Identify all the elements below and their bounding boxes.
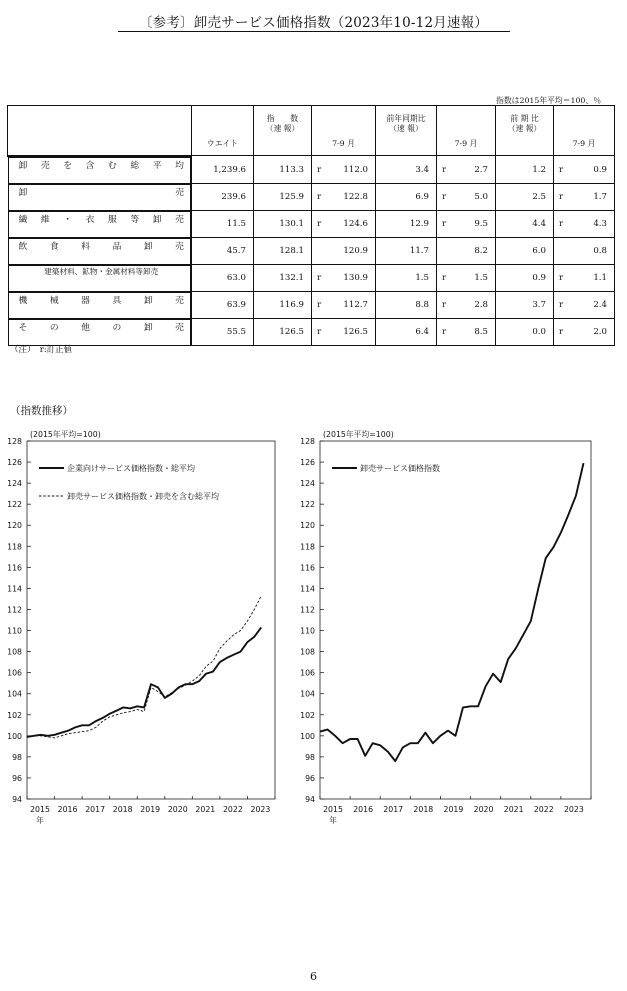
header-qoq [496, 106, 554, 156]
cell-index: 128.1 [254, 238, 312, 265]
cell-qoq_prev [554, 211, 615, 238]
cell-value: 0.9 [593, 164, 607, 175]
header-blank [8, 106, 192, 156]
title-underline [118, 31, 510, 32]
cell-value: 120.9 [343, 246, 368, 256]
row-label [8, 157, 192, 184]
y-tick-label: 126 [300, 458, 315, 468]
y-tick-label: 118 [300, 542, 315, 552]
cell-value: 2.8 [474, 300, 488, 310]
row-label-text: 建築材料、鉱物・金属材料等卸売 [44, 266, 159, 276]
y-tick-label: 126 [7, 458, 22, 468]
label-char: 維 [40, 214, 50, 225]
revision-flag: r [317, 300, 322, 310]
cell-qoq: 6.0 [496, 238, 554, 265]
x-tick-label: 2021 [503, 805, 524, 814]
label-char: む [108, 160, 117, 171]
label-char: 売 [175, 214, 184, 225]
x-tick-label: 2017 [383, 805, 404, 814]
cell-value: 5.0 [474, 192, 488, 202]
revision-flag: r [559, 192, 564, 202]
revision-flag: r [317, 219, 322, 229]
cell-weight: 239.6 [192, 184, 254, 211]
label-char: 卸 [143, 322, 153, 333]
cell-yoy: 3.4 [376, 156, 437, 184]
x-tick-label: 2015 [30, 805, 50, 814]
y-tick-label: 108 [7, 647, 22, 657]
cell-weight: 63.9 [192, 292, 254, 319]
cell-yoy: 6.4 [376, 319, 437, 346]
cell-yoy_prev [437, 292, 496, 319]
y-tick-label: 114 [7, 584, 22, 594]
label-char: 卸 [143, 241, 153, 252]
cell-index_prev [312, 292, 376, 319]
cell-value: 8.2 [474, 246, 488, 256]
cell-yoy: 6.9 [376, 184, 437, 211]
cell-qoq_prev [554, 156, 615, 184]
cell-weight: 11.5 [192, 211, 254, 238]
cell-value: 9.5 [474, 219, 488, 229]
x-tick-label: 2016 [353, 805, 374, 814]
x-tick-label: 2023 [250, 805, 271, 814]
cell-value: 1.5 [474, 273, 488, 283]
label-char: 売 [175, 322, 184, 333]
cell-value: 8.5 [474, 327, 488, 337]
y-tick-label: 94 [305, 795, 315, 804]
revision-flag: r [317, 164, 322, 175]
row-label [8, 211, 192, 238]
cell-weight: 1,239.6 [192, 156, 254, 184]
y-tick-label: 100 [7, 731, 22, 741]
label-char: 卸 [143, 295, 153, 306]
legend-label-1: 企業向けサービス価格指数・総平均 [67, 464, 195, 473]
y-tick-label: 114 [300, 584, 315, 594]
header-index-line2: （速 報） [265, 123, 300, 133]
cell-yoy: 1.5 [376, 265, 437, 292]
y-tick-label: 94 [12, 795, 22, 804]
y-tick-label: 98 [12, 752, 22, 762]
cell-value: 4.3 [593, 219, 607, 229]
y-tick-label: 100 [300, 731, 315, 741]
y-tick-label: 128 [7, 437, 22, 446]
cell-qoq: 3.7 [496, 292, 554, 319]
x-tick-label: 2022 [222, 805, 243, 814]
row-label [8, 238, 192, 265]
label-char: 均 [175, 160, 184, 171]
cell-value: 1.7 [593, 192, 607, 202]
cell-qoq_prev [554, 265, 615, 292]
table-row [8, 319, 615, 346]
series-line-2 [27, 596, 261, 738]
y-tick-label: 128 [300, 437, 315, 446]
header-index-line1: 指 数 [266, 114, 299, 123]
label-char: 売 [175, 187, 184, 198]
revision-flag: r [559, 327, 564, 337]
label-char: 卸 [18, 160, 28, 171]
label-char: 平 [152, 160, 162, 171]
cell-weight: 63.0 [192, 265, 254, 292]
table-row [8, 211, 615, 238]
label-char: 服 [108, 214, 117, 225]
label-char: 械 [49, 295, 59, 306]
row-label [8, 184, 192, 211]
x-tick-label: 2021 [195, 805, 216, 814]
cell-index_prev [312, 184, 376, 211]
cell-index: 130.1 [254, 211, 312, 238]
label-char: 卸 [18, 187, 28, 198]
cell-yoy: 8.8 [376, 292, 437, 319]
cell-qoq_prev [554, 238, 615, 265]
label-char: の [112, 322, 122, 333]
cell-yoy: 12.9 [376, 211, 437, 238]
chart-wholesale-index [296, 422, 596, 832]
x-tick-label: 2020 [473, 805, 494, 814]
label-char: の [49, 322, 59, 333]
y-tick-label: 102 [300, 710, 315, 720]
legend-label-2: 卸売サービス価格指数・卸売を含む総平均 [67, 492, 219, 501]
cell-index_prev [312, 156, 376, 184]
y-tick-label: 102 [7, 710, 22, 720]
x-tick-label: 2019 [140, 805, 161, 814]
label-char: 品 [112, 241, 122, 252]
cell-qoq_prev [554, 184, 615, 211]
table-row [8, 238, 615, 265]
y-tick-label: 116 [300, 563, 315, 573]
cell-qoq_prev [554, 292, 615, 319]
revision-flag: r [317, 273, 322, 283]
cell-value: 2.7 [474, 164, 488, 175]
label-char: 売 [175, 241, 184, 252]
revision-flag: r [559, 300, 564, 310]
y-tick-label: 106 [300, 668, 315, 678]
table-header-row [8, 106, 615, 156]
y-tick-label: 104 [300, 689, 315, 699]
label-char: そ [18, 322, 28, 333]
series-line-1 [27, 627, 261, 737]
x-tick-label: 2022 [533, 805, 554, 814]
y-tick-label: 108 [300, 647, 315, 657]
revision-flag: r [442, 219, 447, 229]
label-char: ・ [63, 214, 73, 225]
cell-index_prev [312, 211, 376, 238]
label-char: 食 [49, 241, 59, 252]
cell-yoy_prev [437, 184, 496, 211]
cell-value: 1.1 [593, 273, 607, 283]
y-tick-label: 106 [7, 668, 22, 678]
table-body [8, 156, 615, 346]
revision-flag: r [559, 219, 564, 229]
row-label [8, 319, 192, 346]
cell-yoy_prev [437, 319, 496, 346]
cell-value: 2.0 [593, 327, 607, 337]
y-tick-label: 112 [300, 605, 315, 615]
cell-value: 112.7 [343, 300, 368, 310]
revision-flag: r [559, 164, 564, 175]
label-char: 機 [18, 295, 28, 306]
revision-flag: r [442, 192, 447, 202]
header-yoy-line2: （速 報） [389, 123, 423, 133]
x-tick-label: 2019 [443, 805, 464, 814]
header-weight: ウエイト [192, 106, 254, 156]
y-tick-label: 110 [300, 626, 315, 636]
y-tick-label: 104 [7, 689, 22, 699]
label-char: 具 [112, 295, 122, 306]
cell-index: 125.9 [254, 184, 312, 211]
label-char: 売 [40, 160, 50, 171]
revision-flag: r [317, 327, 322, 337]
y-tick-label: 98 [305, 752, 315, 762]
cell-qoq_prev [554, 319, 615, 346]
y-tick-label: 96 [12, 773, 22, 783]
revision-flag: r [559, 273, 564, 283]
revision-flag: r [442, 300, 447, 310]
cell-index_prev [312, 319, 376, 346]
label-char: 売 [175, 295, 184, 306]
header-index [254, 106, 312, 156]
label-char: 総 [130, 160, 140, 171]
cell-yoy_prev [437, 238, 496, 265]
x-tick-label: 2016 [57, 805, 78, 814]
cell-index: 132.1 [254, 265, 312, 292]
header-qoq-prev: 7-9 月 [554, 106, 615, 156]
trend-section-title: （指数推移） [10, 405, 73, 417]
cell-index: 113.3 [254, 156, 312, 184]
cell-value: 112.0 [343, 164, 368, 175]
cell-index_prev [312, 265, 376, 292]
header-yoy [376, 106, 437, 156]
y-tick-label: 124 [300, 479, 315, 489]
revision-flag: r [317, 192, 322, 202]
x-unit-label: 年 [329, 816, 337, 825]
series-line-1 [320, 463, 584, 761]
revision-flag: r [442, 273, 447, 283]
x-tick-label: 2015 [323, 805, 343, 814]
cell-value: 0.8 [593, 246, 607, 256]
header-index-prev: 7-9 月 [312, 106, 376, 156]
x-tick-label: 2018 [112, 805, 133, 814]
page-number: 6 [310, 970, 317, 983]
revision-flag: r [442, 327, 447, 337]
cell-yoy: 11.7 [376, 238, 437, 265]
cell-qoq: 0.0 [496, 319, 554, 346]
y-tick-label: 122 [7, 500, 22, 510]
cell-value: 122.8 [343, 192, 368, 202]
table-note: （注） r:訂正値 [10, 345, 73, 355]
x-unit-label: 年 [36, 816, 44, 825]
table-row [8, 156, 615, 184]
label-char: 飲 [18, 241, 28, 252]
label-char: 等 [130, 214, 140, 225]
label-char: 衣 [85, 214, 95, 225]
table-row [8, 265, 615, 292]
table-row [8, 292, 615, 319]
label-char: 卸 [152, 214, 162, 225]
y-tick-label: 116 [7, 563, 22, 573]
page-title: 〔参考〕卸売サービス価格指数（2023年10-12月速報） [138, 15, 489, 31]
cell-value: 130.9 [343, 273, 368, 283]
chart-overall-average [0, 422, 300, 832]
cell-index: 126.5 [254, 319, 312, 346]
cell-qoq: 0.9 [496, 265, 554, 292]
cell-yoy_prev [437, 265, 496, 292]
cell-weight: 55.5 [192, 319, 254, 346]
header-yoy-prev: 7-9 月 [437, 106, 496, 156]
x-tick-label: 2017 [85, 805, 106, 814]
row-label [8, 265, 192, 292]
wholesale-index-table [7, 105, 615, 346]
cell-yoy_prev [437, 156, 496, 184]
base-note: (2015年平均=100) [323, 430, 394, 439]
y-tick-label: 118 [7, 542, 22, 552]
header-qoq-line2: （速 報） [507, 123, 542, 133]
cell-index_prev [312, 238, 376, 265]
label-char: 含 [85, 160, 95, 171]
cell-qoq: 2.5 [496, 184, 554, 211]
x-tick-label: 2020 [167, 805, 188, 814]
cell-value: 2.4 [593, 300, 607, 310]
unit-note: 指数は2015年平均＝100、％ [496, 96, 601, 105]
x-tick-label: 2018 [413, 805, 434, 814]
legend-label-1: 卸売サービス価格指数 [360, 464, 440, 473]
y-tick-label: 110 [7, 626, 22, 636]
y-tick-label: 120 [7, 521, 22, 531]
table-row [8, 184, 615, 211]
label-char: 繊 [18, 214, 28, 225]
label-char: を [63, 160, 73, 171]
y-tick-label: 120 [300, 521, 315, 531]
cell-value: 124.6 [343, 219, 368, 229]
y-tick-label: 96 [305, 773, 315, 783]
label-char: 器 [81, 295, 90, 306]
cell-qoq: 1.2 [496, 156, 554, 184]
cell-value: 126.5 [343, 327, 368, 337]
header-qoq-line1: 前 期 比 [510, 114, 539, 123]
cell-weight: 45.7 [192, 238, 254, 265]
y-tick-label: 122 [300, 500, 315, 510]
y-tick-label: 124 [7, 479, 22, 489]
header-yoy-line1: 前年同期比 [386, 114, 426, 123]
base-note: (2015年平均=100) [30, 430, 101, 439]
cell-qoq: 4.4 [496, 211, 554, 238]
y-tick-label: 112 [7, 605, 22, 615]
cell-index: 116.9 [254, 292, 312, 319]
cell-yoy_prev [437, 211, 496, 238]
label-char: 料 [81, 241, 90, 252]
row-label [8, 292, 192, 319]
label-char: 他 [81, 322, 90, 333]
revision-flag: r [442, 164, 447, 175]
x-tick-label: 2023 [563, 805, 584, 814]
